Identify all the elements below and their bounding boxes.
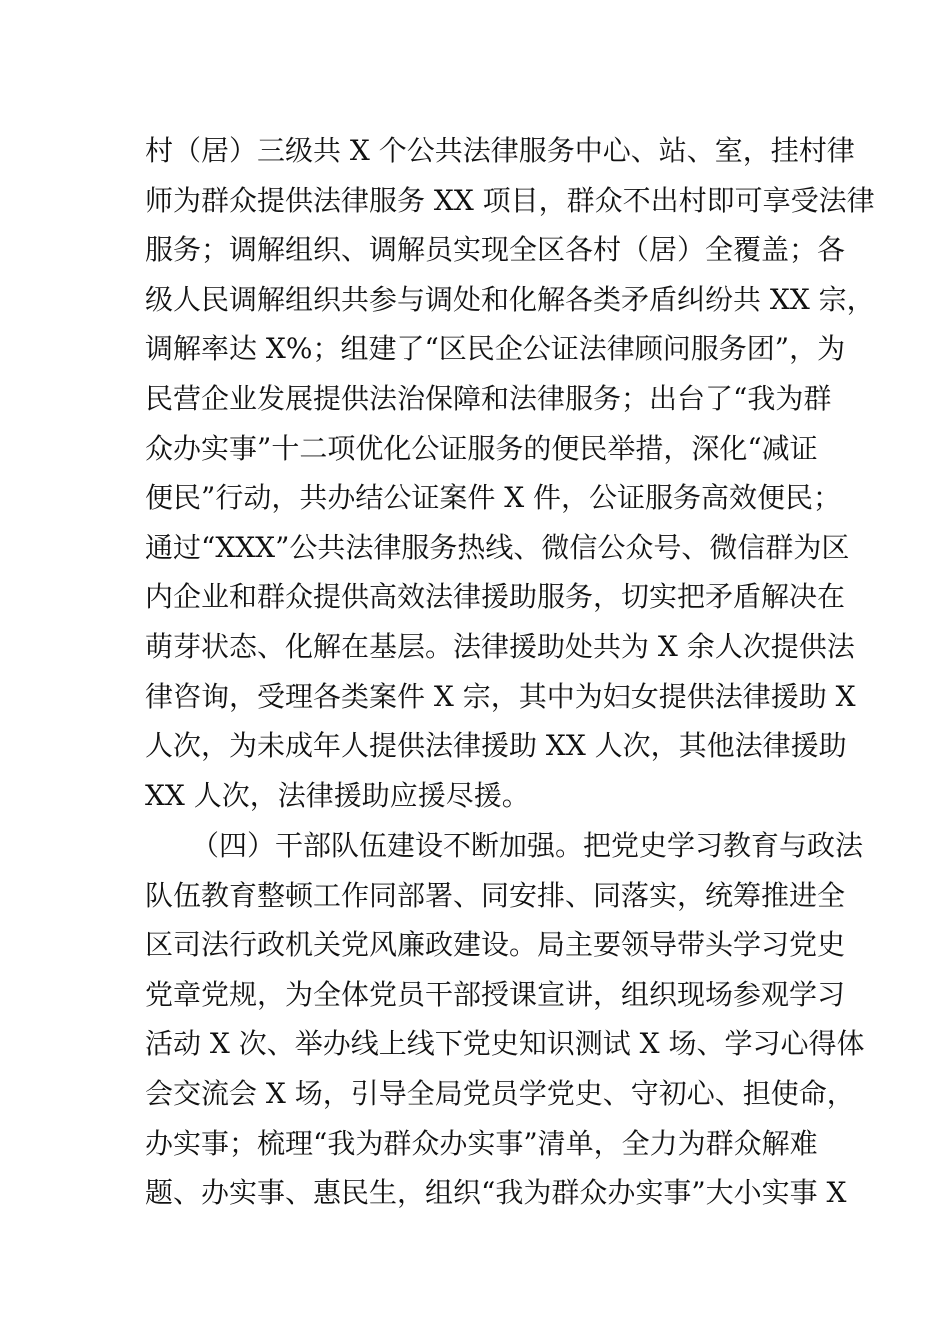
text-line: 调解率达 X%；组建了“区民企公证法律顾问服务团”，为 — [145, 332, 846, 366]
text-line: 服务；调解组织、调解员实现全区各村（居）全覆盖；各 — [145, 233, 846, 267]
text-line: 便民”行动，共办结公证案件 X 件，公证服务高效便民； — [145, 481, 842, 515]
text-line: 党章党规，为全体党员干部授课宣讲，组织现场参观学习 — [145, 977, 846, 1011]
text-line: 区司法行政机关党风廉政建设。局主要领导带头学习党史 — [145, 928, 846, 962]
text-line: 题、办实事、惠民生，组织“我为群众办实事”大小实事 X — [145, 1176, 847, 1210]
text-line: 内企业和群众提供高效法律援助服务，切实把矛盾解决在 — [145, 580, 846, 614]
text-line: 通过“XXX”公共法律服务热线、微信公众号、微信群为区 — [145, 530, 850, 564]
text-line: 级人民调解组织共参与调处和化解各类矛盾纠纷共 XX 宗， — [145, 282, 875, 316]
section-heading-line: （四）干部队伍建设不断加强。把党史学习教育与政法 — [191, 829, 864, 862]
text-line: 律咨询，受理各类案件 X 宗，其中为妇女提供法律援助 X — [145, 679, 856, 713]
text-line: XX 人次，法律援助应援尽援。 — [145, 778, 530, 812]
text-line: 村（居）三级共 X 个公共法律服务中心、站、室，挂村律 — [145, 134, 855, 167]
text-line: 人次，为未成年人提供法律援助 XX 人次，其他法律援助 — [145, 729, 847, 763]
text-line: 众办实事”十二项优化公证服务的便民举措，深化“减证 — [145, 431, 818, 465]
text-line: 活动 X 次、举办线上线下党史知识测试 X 场、学习心得体 — [145, 1027, 865, 1061]
paragraph-public-legal-services — [145, 126, 875, 820]
text-line: 办实事；梳理“我为群众办实事”清单，全力为群众解难 — [145, 1126, 818, 1160]
text-line: 会交流会 X 场，引导全局党员学党史、守初心、担使命， — [145, 1076, 855, 1110]
text-line: 队伍教育整顿工作同部署、同安排、同落实，统筹推进全 — [145, 878, 846, 912]
text-line: 萌芽状态、化解在基层。法律援助处共为 X 余人次提供法 — [145, 629, 855, 663]
text-line: 民营企业发展提供法治保障和法律服务；出台了“我为群 — [145, 381, 832, 415]
paragraph-cadre-team-building — [145, 821, 865, 1218]
text-line: 师为群众提供法律服务 XX 项目，群众不出村即可享受法律 — [145, 183, 875, 217]
